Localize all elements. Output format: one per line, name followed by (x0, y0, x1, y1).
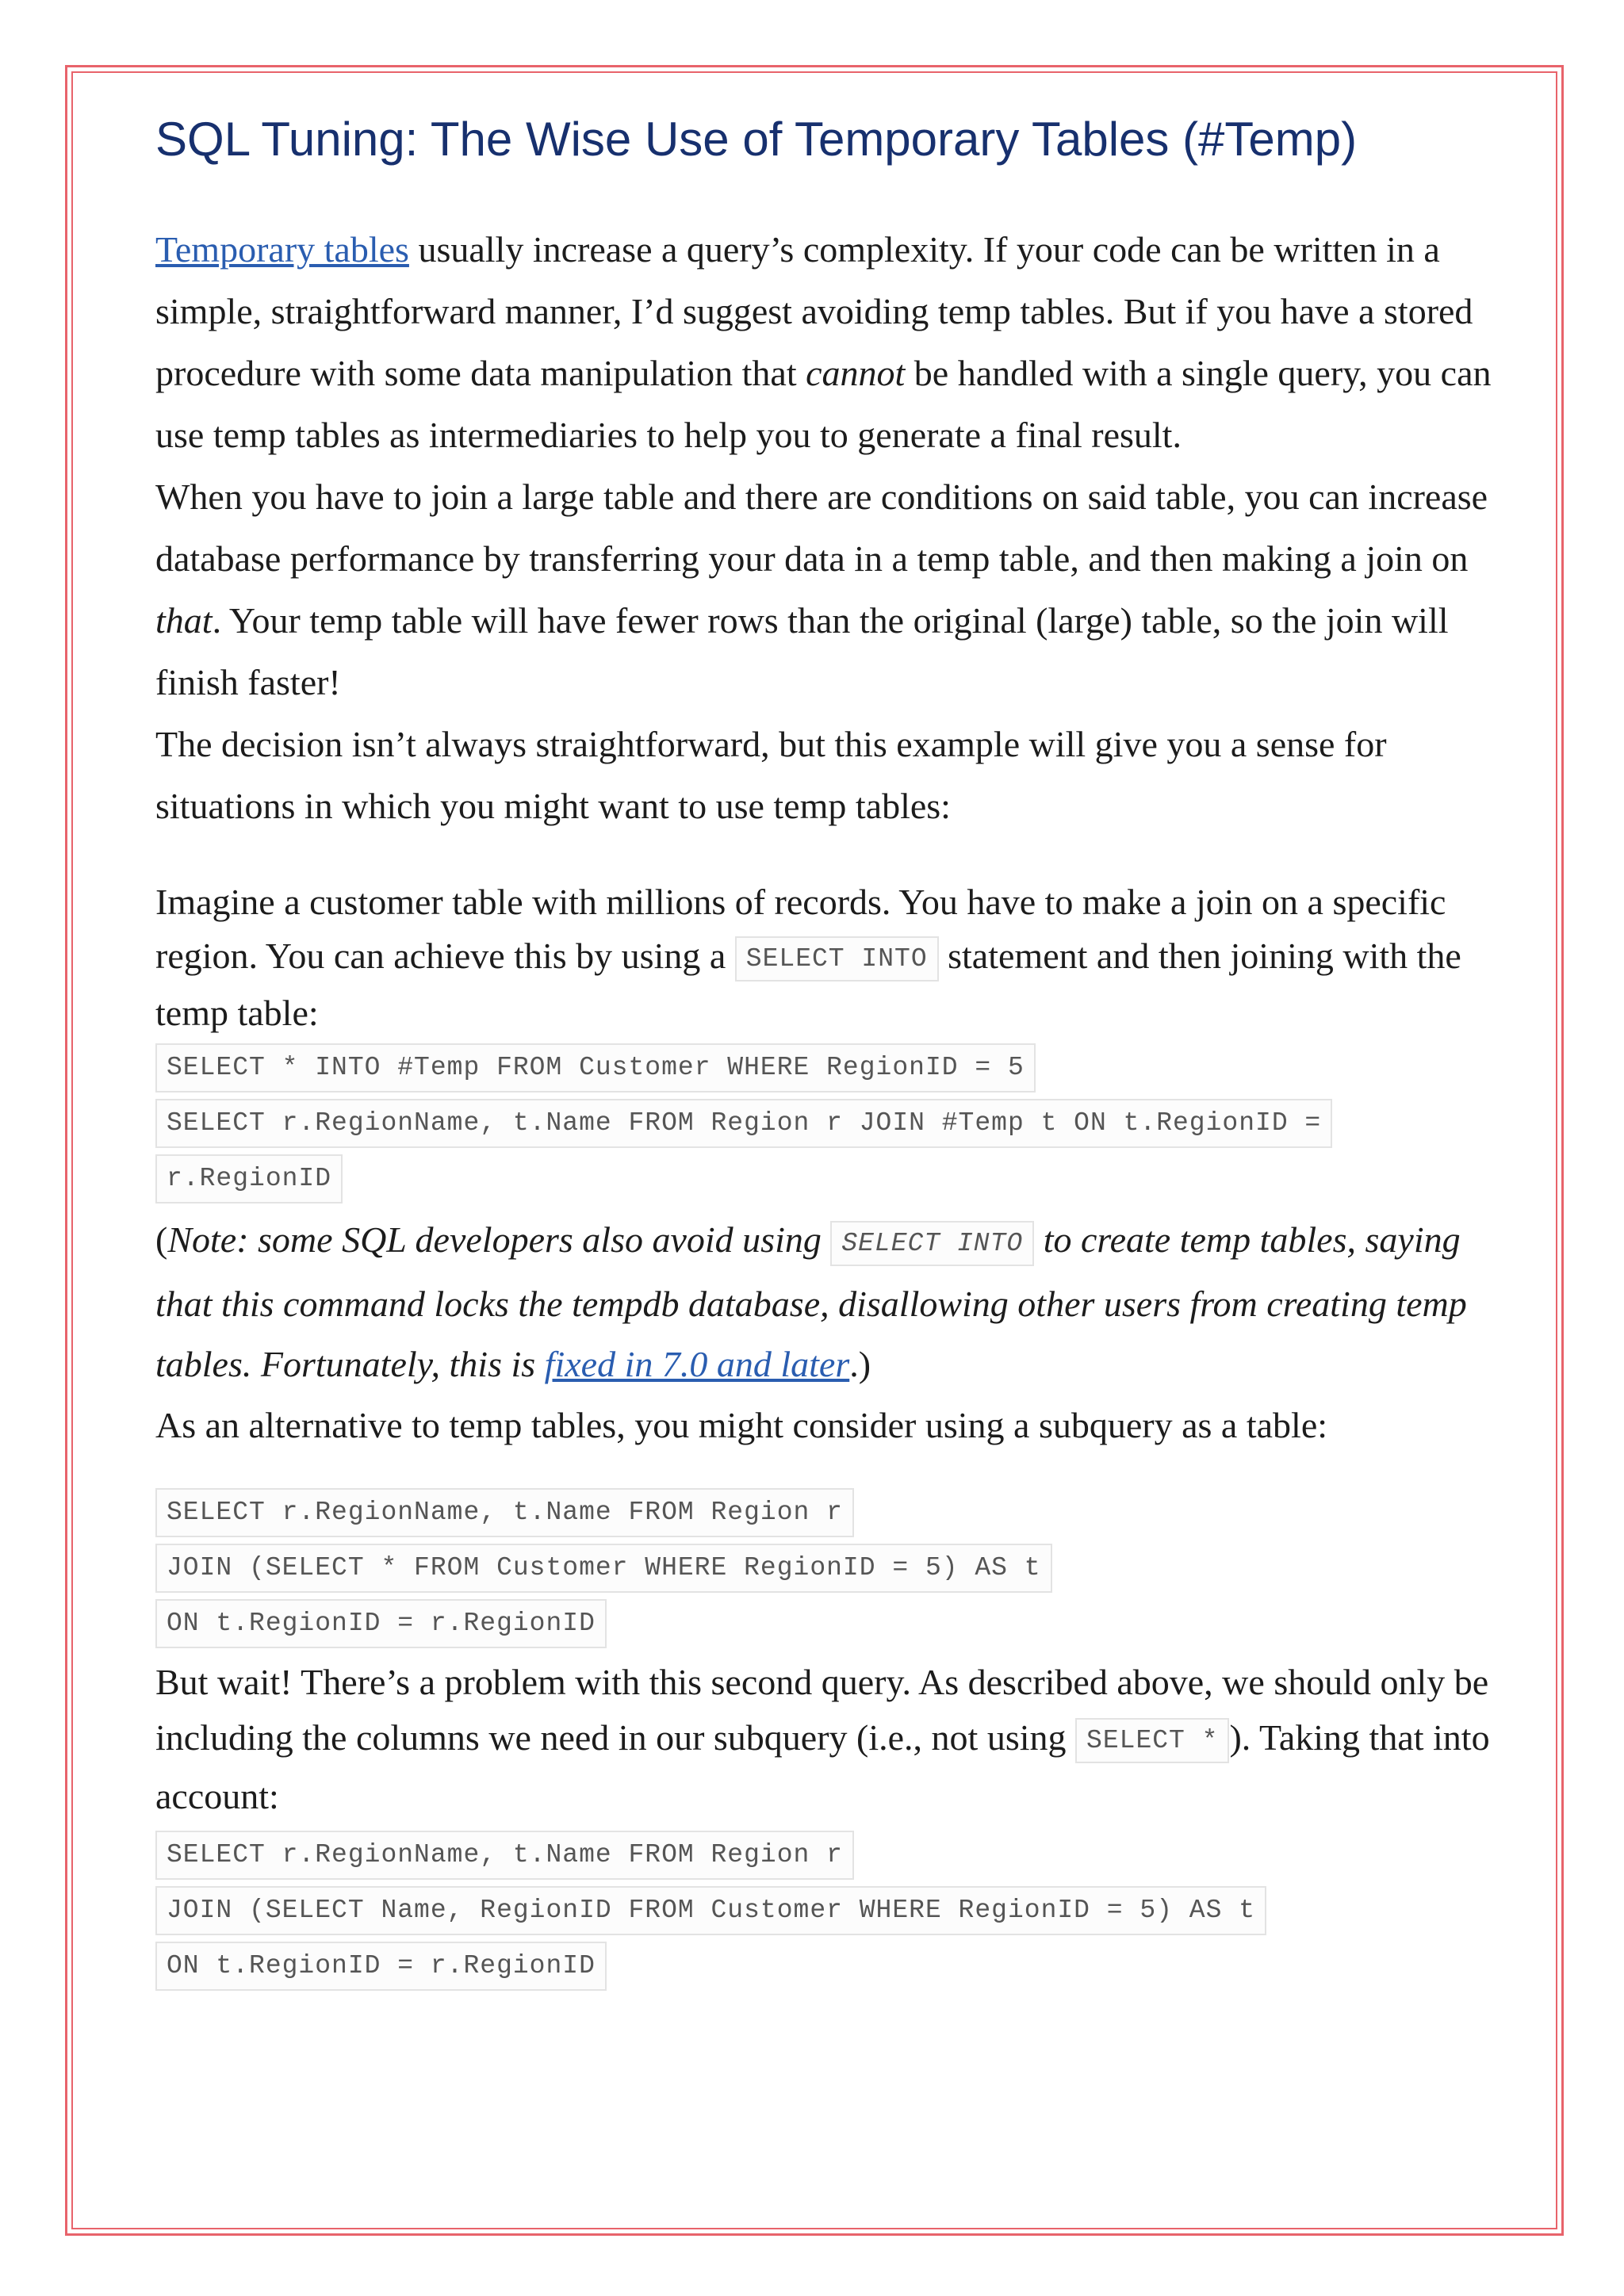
code-line: SELECT r.RegionName, t.Name FROM Region r (155, 1488, 854, 1537)
code-line: JOIN (SELECT * FROM Customer WHERE RegionID = 5) AS t (155, 1544, 1052, 1593)
code-block-subquery-columns (155, 1831, 1496, 1991)
paragraph-imagine: Imagine a customer table with millions of records. You have to make a join on a specific region. You can achieve this by using a SELECT INTO statement and then joining with the temp table: (155, 882, 1461, 1034)
code-line: SELECT r.RegionName, t.Name FROM Region r JOIN #Temp t ON t.RegionID = (155, 1099, 1332, 1148)
intro-paragraph: Temporary tables usually increase a query’s complexity. If your code can be written in a simple, straightforward manner, I’d suggest avoiding temp tables. But if you have a stored procedure with some data manipulation that cannot be handled with a single query, you can use temp tables as intermediaries to help you to generate a final result. (155, 229, 1492, 455)
fixed-in-7-link[interactable]: fixed in 7.0 and later (544, 1343, 850, 1384)
temporary-tables-link[interactable]: Temporary tables (155, 229, 409, 270)
paragraph-join-large-table: When you have to join a large table and there are conditions on said table, you can increase database performance by transferring your data in a temp table, and then making a join on that. Your temp table will have fewer rows than the original (large) table, so the join will finish faster! (155, 476, 1488, 702)
paragraph-decision: The decision isn’t always straightforward, but this example will give you a sense for situations in which you might want to use temp tables: (155, 724, 1387, 826)
page-title: SQL Tuning: The Wise Use of Temporary Tables (#Temp) (155, 113, 1358, 166)
code-line: SELECT r.RegionName, t.Name FROM Region r (155, 1831, 854, 1880)
code-line: JOIN (SELECT Name, RegionID FROM Customer WHERE RegionID = 5) AS t (155, 1886, 1266, 1935)
article (155, 101, 1496, 1997)
paragraph-subquery-alternative: As an alternative to temp tables, you might consider using a subquery as a table: (155, 1404, 1328, 1445)
code-line: ON t.RegionID = r.RegionID (155, 1942, 607, 1991)
code-block-subquery (155, 1488, 1496, 1648)
code-line: SELECT * INTO #Temp FROM Customer WHERE RegionID = 5 (155, 1043, 1036, 1093)
inline-code-select-star: SELECT * (1075, 1718, 1229, 1763)
inline-code-select-into-note: SELECT INTO (830, 1221, 1034, 1266)
paragraph-but-wait: But wait! There’s a problem with this second query. As described above, we should only be including the columns we need in our subquery (i.e., not using SELECT * ). Taking that into account: (155, 1661, 1490, 1817)
code-line: ON t.RegionID = r.RegionID (155, 1599, 607, 1648)
code-block-temp-table (155, 1043, 1496, 1203)
code-line: r.RegionID (155, 1154, 343, 1203)
note-paragraph: (Note: some SQL developers also avoid using SELECT INTO to create temp tables, saying that this command locks the tempdb database, disallowing other users from creating temp tables. Fortunately, this is fixed in 7.0 and later.) (155, 1219, 1467, 1384)
inline-code-select-into: SELECT INTO (735, 936, 939, 982)
